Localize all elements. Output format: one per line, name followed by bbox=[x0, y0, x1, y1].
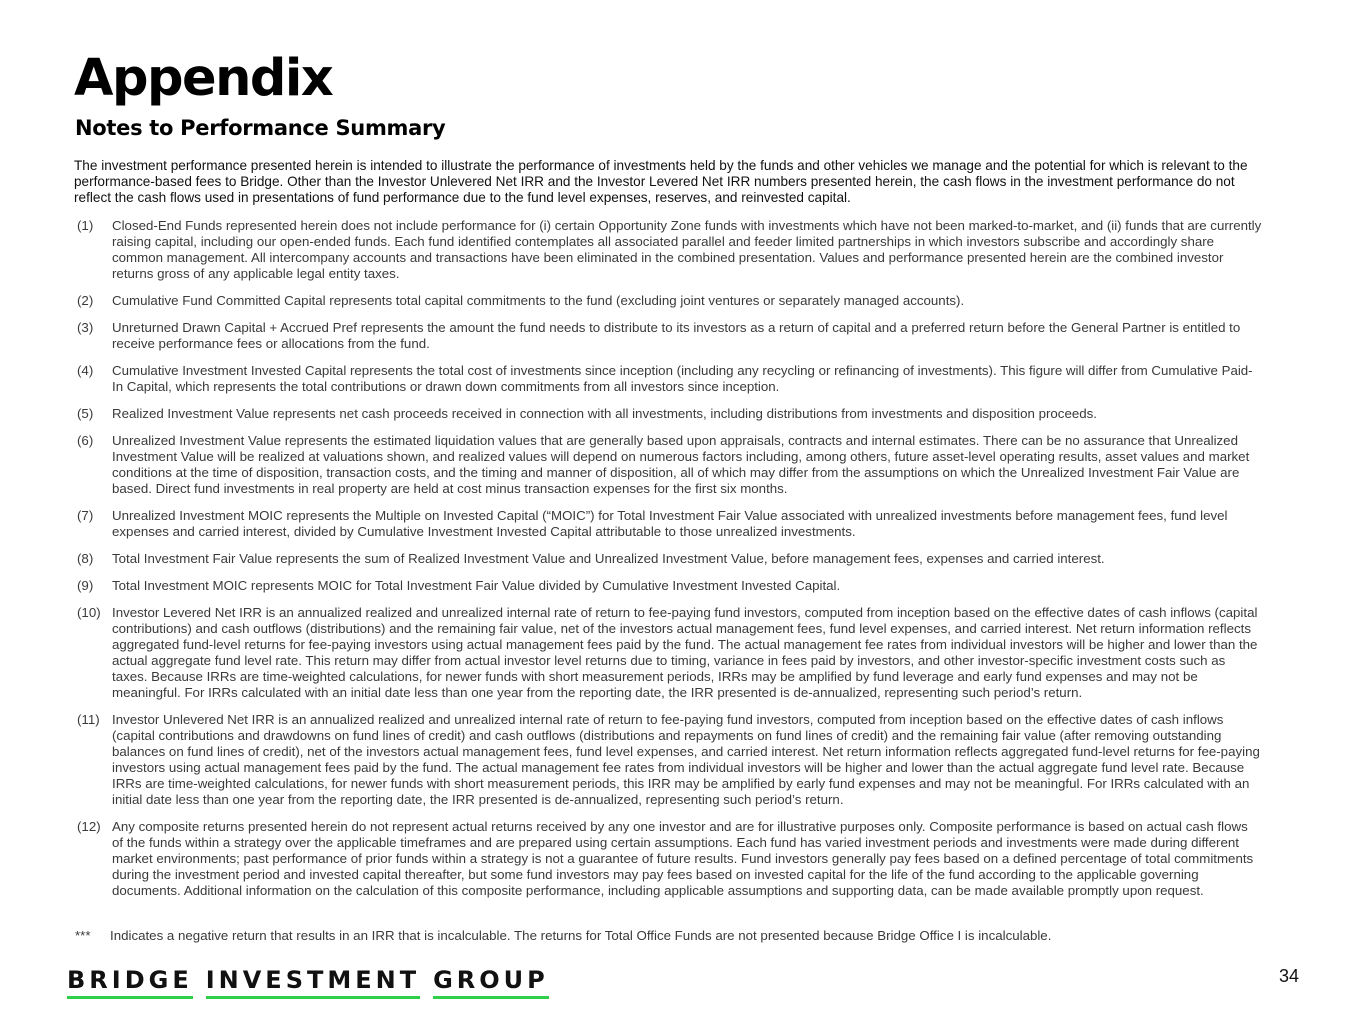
logo-word: INVESTMENT bbox=[206, 966, 420, 999]
note-number: (3) bbox=[77, 320, 94, 335]
note-text: Closed-End Funds represented herein does not include performance for (i) certain Opportunity Zone funds with investments which have not been marked-to-market, and (ii) funds that are currently raising capital, including our open-ended funds. Each fund identified contemplates all associated parallel and feeder limited partnerships in which investors subscribe and accordingly share common management. All intercompany accounts and transactions have been eliminated in the combined presentation. Values and performance presented herein are the combined investor returns gross of any applicable legal entity taxes. bbox=[112, 218, 1262, 281]
note-item bbox=[77, 578, 1262, 594]
note-number: (11) bbox=[77, 712, 100, 727]
note-text: Unrealized Investment MOIC represents the Multiple on Invested Capital (“MOIC”) for Total Investment Fair Value associated with unrealized investments before management fees, fund level expenses and carried interest, divided by Cumulative Investment Invested Capital attributable to those unrealized investments. bbox=[112, 508, 1228, 539]
note-item bbox=[77, 508, 1262, 540]
note-item bbox=[77, 320, 1262, 352]
note-item bbox=[77, 406, 1262, 422]
note-text: Unrealized Investment Value represents the estimated liquidation values that are generally based upon appraisals, contracts and internal estimates. There can be no assurance that Unrealized Investment Value will be realized at valuations shown, and realized values will depend on numerous factors including, among others, future asset-level operating results, asset values and market conditions at the time of disposition, transaction costs, and the timing and manner of disposition, all of which may differ from the assumptions on which the Unrealized Investment Fair Value are based. Direct fund investments in real property are held at cost minus transaction expenses for the first six months. bbox=[112, 433, 1250, 496]
note-number: (1) bbox=[77, 218, 94, 233]
note-number: (7) bbox=[77, 508, 94, 523]
logo-word: GROUP bbox=[433, 966, 549, 999]
note-item bbox=[77, 363, 1262, 395]
footnote-marker: *** bbox=[75, 928, 91, 943]
logo-word: BRIDGE bbox=[67, 966, 193, 999]
note-number: (5) bbox=[77, 406, 94, 421]
note-text: Total Investment Fair Value represents the sum of Realized Investment Value and Unrealized Investment Value, before management fees, expenses and carried interest. bbox=[112, 551, 1105, 566]
note-number: (6) bbox=[77, 433, 94, 448]
note-number: (4) bbox=[77, 363, 94, 378]
note-text: Any composite returns presented herein do not represent actual returns received by any one investor and are for illustrative purposes only. Composite performance is based on actual cash flows of the funds within a strategy over the applicable timeframes and are prepared using certain assumptions. Each fund has varied investment periods and investments were made during different market environments; past performance of prior funds within a strategy is not a guarantee of future results. Fund investors generally pay fees based on a defined percentage of total commitments during the investment period and invested capital thereafter, but some fund investors may pay fees based on invested capital for the life of the fund according to the applicable governing documents. Additional information on the calculation of this composite performance, including applicable assumptions and supporting data, can be made available promptly upon request. bbox=[112, 819, 1254, 898]
page-title: Appendix bbox=[74, 49, 333, 108]
company-logo bbox=[67, 966, 549, 999]
note-item bbox=[77, 433, 1262, 497]
note-number: (8) bbox=[77, 551, 94, 566]
note-text: Realized Investment Value represents net cash proceeds received in connection with all investments, including distributions from investments and disposition proceeds. bbox=[112, 406, 1097, 421]
footnote-text: Indicates a negative return that results in an IRR that is incalculable. The returns for Total Office Funds are not presented because Bridge Office I is incalculable. bbox=[110, 928, 1052, 943]
footnote bbox=[75, 928, 1255, 944]
note-item bbox=[77, 605, 1262, 701]
notes-list bbox=[77, 218, 1262, 910]
note-item bbox=[77, 551, 1262, 567]
note-text: Investor Levered Net IRR is an annualized realized and unrealized internal rate of return to fee-paying fund investors, computed from inception based on the effective dates of cash inflows (capital contributions) and cash outflows (distributions) and the remaining fair value, net of the investors actual management fees, fund level expenses, and carried interest. Net return information reflects aggregated fund-level returns for fee-paying investors using actual management fees paid by the fund. The actual management fee rates from individual investors will be higher and lower than the actual aggregate fund level rate. This return may differ from actual investor level returns due to timing, variance in fees paid by investors, and other investor-specific investment costs such as taxes. Because IRRs are time-weighted calculations, for newer funds with short measurement periods, IRRs may be amplified by fund leverage and early fund expenses and may not be meaningful. For IRRs calculated with an initial date less than one year from the reporting date, the IRR presented is de-annualized, representing such period’s return. bbox=[112, 605, 1258, 700]
page-number: 34 bbox=[1278, 966, 1299, 986]
note-item bbox=[77, 293, 1262, 309]
page-subtitle: Notes to Performance Summary bbox=[75, 116, 446, 140]
note-text: Cumulative Investment Invested Capital represents the total cost of investments since inception (including any recycling or refinancing of investments). This figure will differ from Cumulative Paid-In Capital, which represents the total contributions or drawn down commitments from all investors since inception. bbox=[112, 363, 1253, 394]
note-text: Unreturned Drawn Capital + Accrued Pref represents the amount the fund needs to distribute to its investors as a return of capital and a preferred return before the General Partner is entitled to receive performance fees or allocations from the fund. bbox=[112, 320, 1241, 351]
note-number: (12) bbox=[77, 819, 101, 834]
note-number: (2) bbox=[77, 293, 94, 308]
note-item bbox=[77, 712, 1262, 808]
note-text: Investor Unlevered Net IRR is an annualized realized and unrealized internal rate of return to fee-paying fund investors, computed from inception based on the effective dates of cash inflows (capital contributions and drawdowns on fund lines of credit) and cash outflows (distributions and repayments on fund lines of credit) and the remaining fair value (after removing outstanding balances on fund lines of credit), net of the investors actual management fees, fund level expenses, and carried interest. Net return information reflects aggregated fund-level returns for fee-paying investors using actual management fees paid by the fund. The actual management fee rates from individual investors will be higher and lower than the actual aggregate fund level rate. Because IRRs are time-weighted calculations, for newer funds with short measurement periods, this IRR may be amplified by early fund expenses and may not be meaningful. For IRRs calculated with an initial date less than one year from the reporting date, the IRR presented is de-annualized, representing such period’s return. bbox=[112, 712, 1260, 807]
note-item bbox=[77, 819, 1262, 899]
intro-paragraph: The investment performance presented herein is intended to illustrate the performance of investments held by the funds and other vehicles we manage and the potential for which is relevant to the performance-based fees to Bridge. Other than the Investor Unlevered Net IRR and the Investor Levered Net IRR numbers presented herein, the cash flows in the investment performance do not reflect the cash flows used in presentations of fund performance due to the fund level expenses, reserves, and reinvested capital. bbox=[74, 158, 1248, 205]
note-item bbox=[77, 218, 1262, 282]
note-number: (9) bbox=[77, 578, 94, 593]
note-number: (10) bbox=[77, 605, 101, 620]
note-text: Total Investment MOIC represents MOIC for Total Investment Fair Value divided by Cumulative Investment Invested Capital. bbox=[112, 578, 841, 593]
note-text: Cumulative Fund Committed Capital represents total capital commitments to the fund (excluding joint ventures or separately managed accounts). bbox=[112, 293, 965, 308]
